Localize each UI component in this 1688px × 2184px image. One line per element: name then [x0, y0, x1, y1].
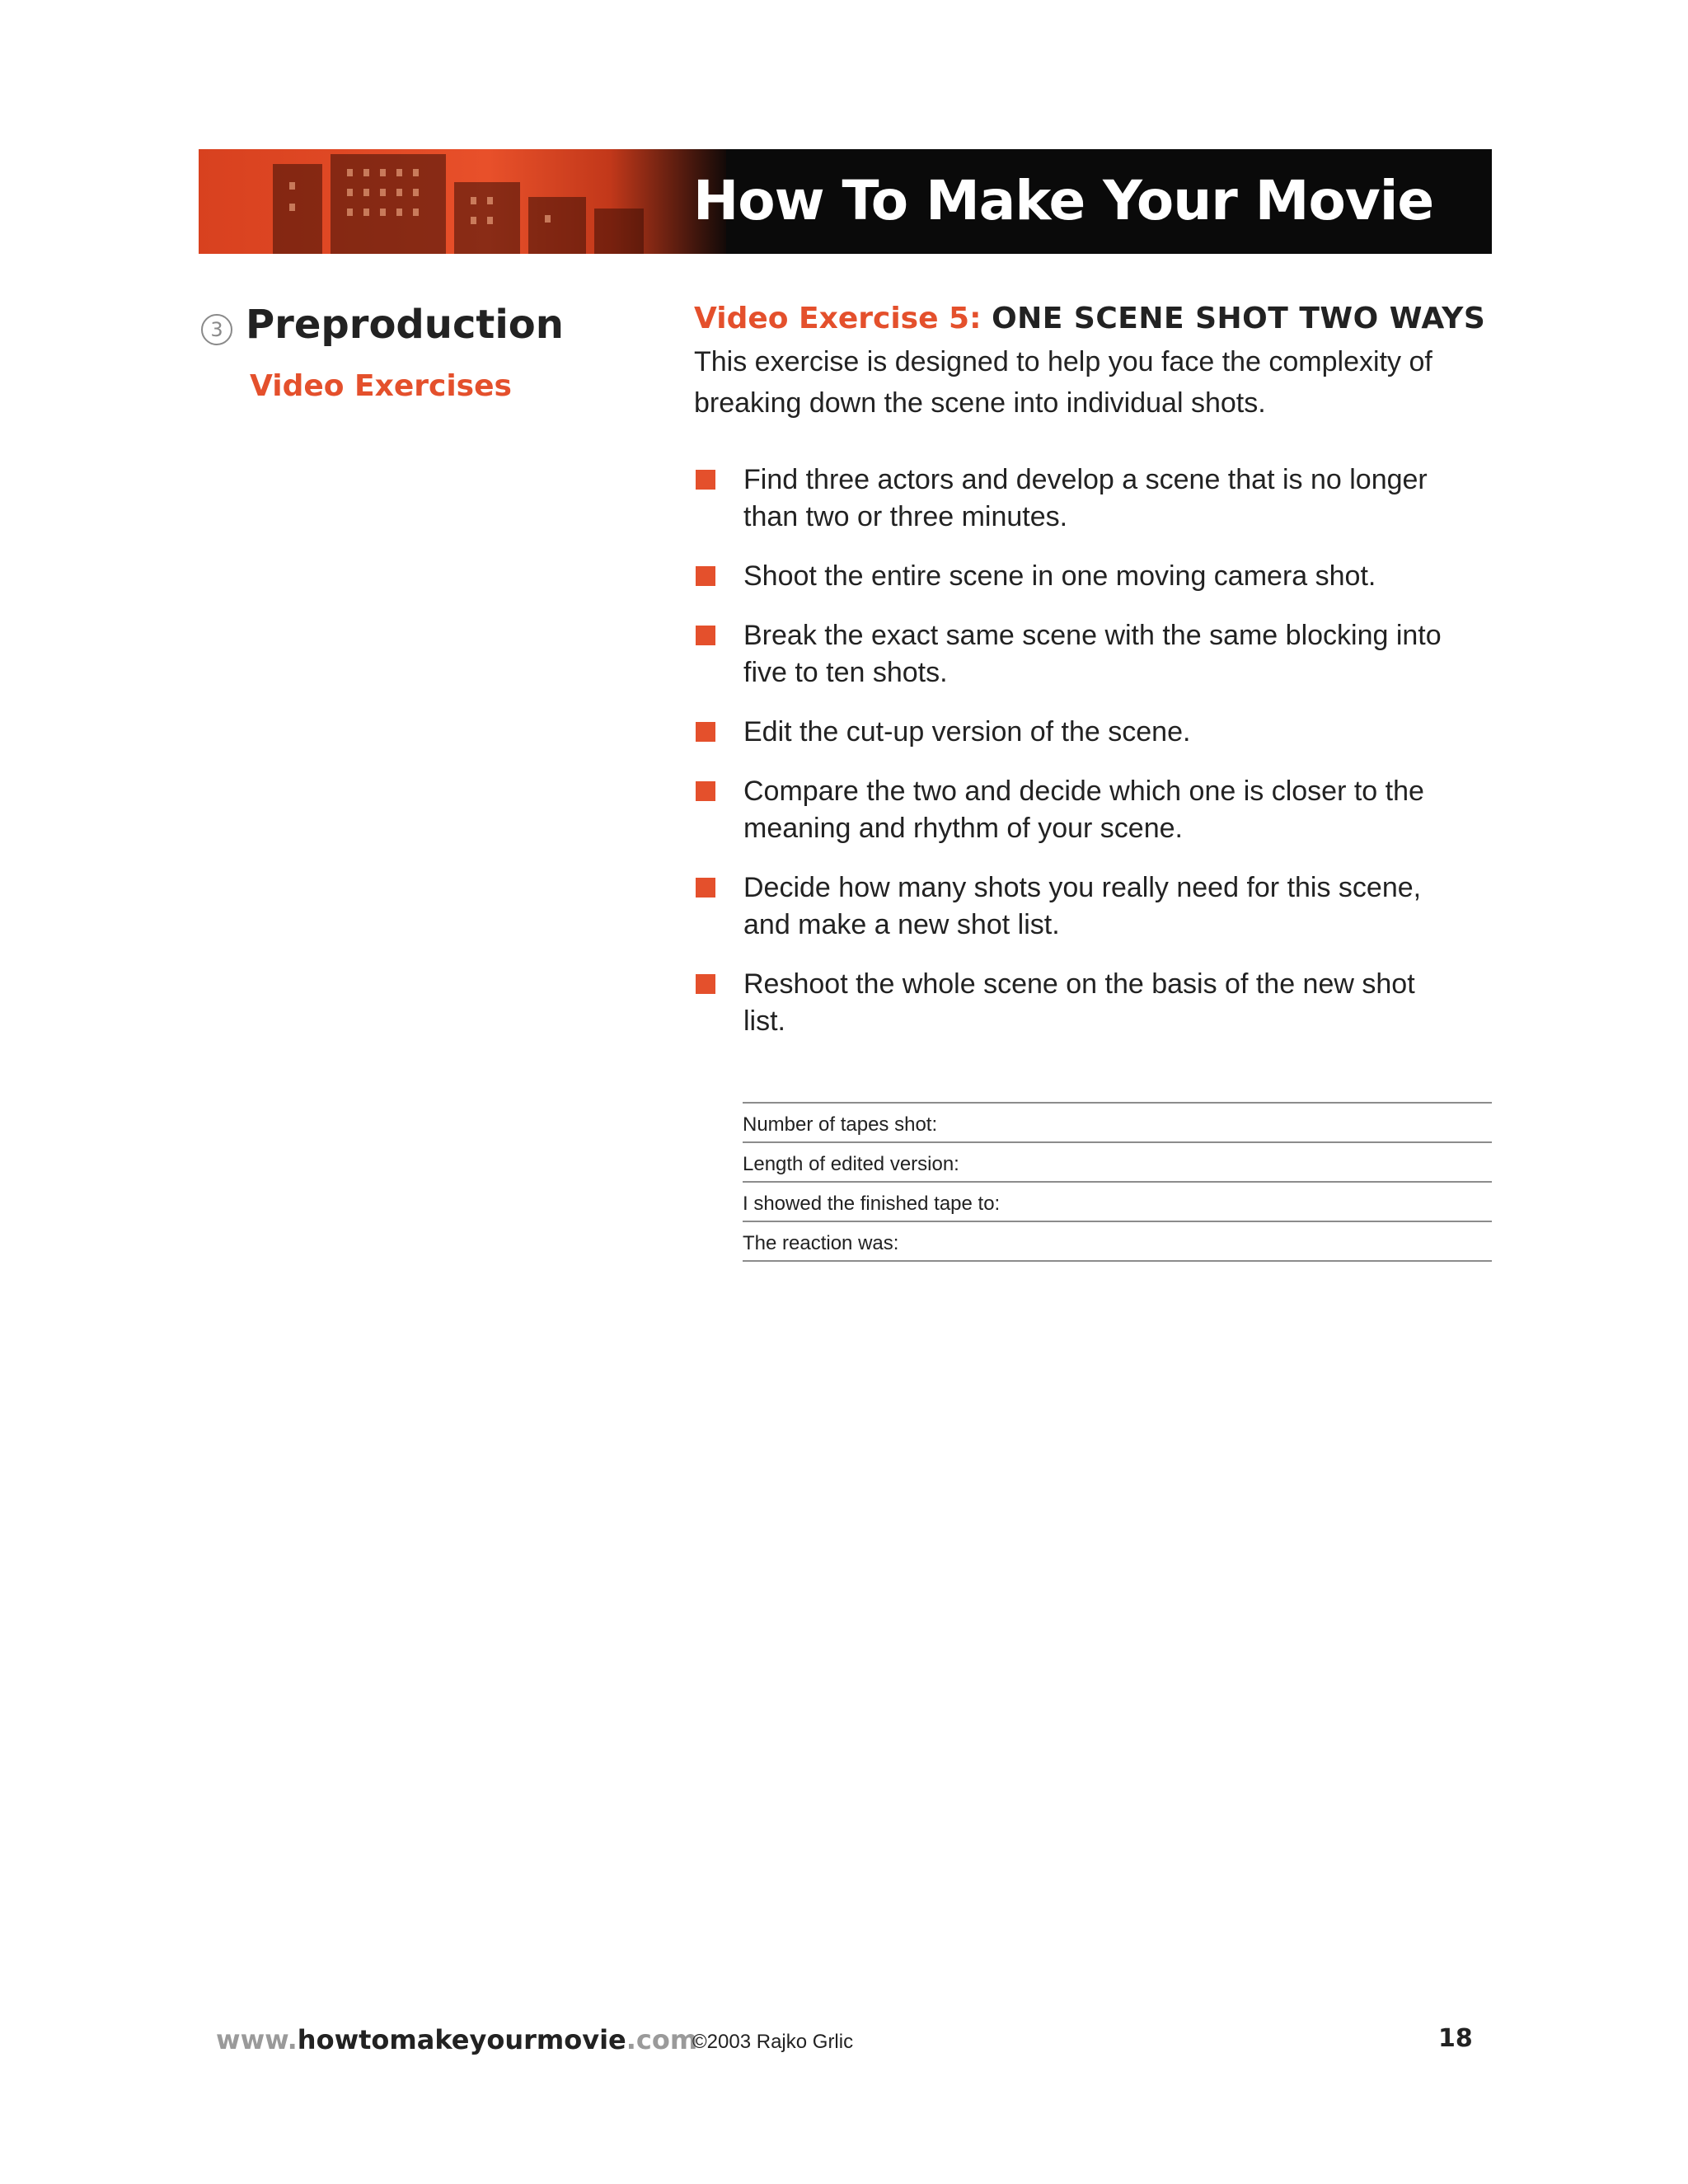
step-text: Shoot the entire scene in one moving camera shot. [743, 560, 1376, 592]
exercise-name: ONE SCENE SHOT TWO WAYS [992, 302, 1486, 335]
form-row-tapes-shot[interactable] [743, 1104, 1492, 1143]
form-label: The reaction was: [743, 1232, 899, 1254]
copyright: ©2003 Rajko Grlic [692, 2031, 854, 2053]
exercise-label: Video Exercise 5: [694, 302, 982, 335]
form-label: I showed the finished tape to: [743, 1193, 1001, 1215]
form-label: Number of tapes shot: [743, 1113, 938, 1136]
step-text: Find three actors and develop a scene that is no longer than two or three minutes. [743, 464, 1428, 532]
bullet-square-icon [696, 722, 715, 742]
list-item [694, 714, 1452, 751]
step-text: Edit the cut-up version of the scene. [743, 716, 1191, 748]
page-number: 18 [1438, 2024, 1473, 2053]
url-suffix: .com [626, 2024, 698, 2055]
bullet-square-icon [696, 470, 715, 490]
footer-website-link[interactable] [216, 2024, 697, 2055]
chapter-title: Preproduction [246, 302, 564, 348]
exercise-steps-list [694, 462, 1485, 1062]
bullet-square-icon [696, 878, 715, 898]
form-row-edited-length[interactable] [743, 1143, 1492, 1183]
list-item [694, 462, 1452, 536]
exercise-intro: This exercise is designed to help you face the complexity of breaking down the scene into individual shots. [694, 346, 1432, 419]
header-title: How To Make Your Movie [693, 169, 1434, 232]
chapter-heading [201, 302, 564, 350]
form-row-showed-to[interactable] [743, 1183, 1492, 1222]
header-banner [199, 149, 1492, 254]
bullet-square-icon [696, 626, 715, 645]
chapter-subtitle: Video Exercises [250, 369, 512, 403]
list-item [694, 558, 1452, 595]
form-row-reaction[interactable] [743, 1222, 1492, 1262]
list-item [694, 869, 1452, 944]
list-item [694, 773, 1452, 847]
step-text: Compare the two and decide which one is closer to the meaning and rhythm of your scene. [743, 776, 1424, 844]
bullet-square-icon [696, 781, 715, 801]
bullet-square-icon [696, 566, 715, 586]
step-text: Decide how many shots you really need for this scene, and make a new shot list. [743, 872, 1422, 940]
exercise-heading [694, 302, 1485, 335]
url-domain: howtomakeyourmovie [297, 2024, 626, 2055]
chapter-number-badge: 3 [201, 314, 232, 345]
form-label: Length of edited version: [743, 1153, 959, 1175]
list-item [694, 617, 1452, 691]
list-item [694, 966, 1452, 1040]
city-street-photo [199, 149, 726, 254]
step-text: Break the exact same scene with the same blocking into five to ten shots. [743, 620, 1442, 688]
url-prefix: www. [216, 2024, 298, 2055]
log-form [743, 1102, 1492, 1262]
step-text: Reshoot the whole scene on the basis of the new shot list. [743, 968, 1415, 1037]
bullet-square-icon [696, 974, 715, 994]
